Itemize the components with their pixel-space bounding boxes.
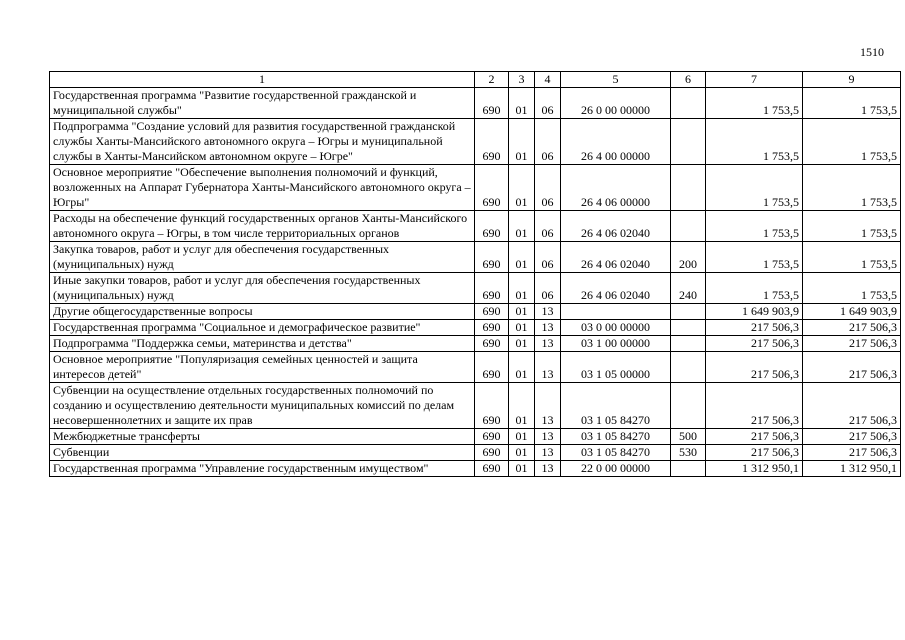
col-header-3: 3 <box>509 72 535 88</box>
row-name: Государственная программа "Развитие государственной гражданской и муниципальной службы" <box>50 88 475 119</box>
row-code-5: 26 4 00 00000 <box>561 119 671 165</box>
row-code-5: 03 1 00 00000 <box>561 336 671 352</box>
row-code-6 <box>671 383 706 429</box>
row-amount-9: 1 753,5 <box>803 165 901 211</box>
row-code-4: 13 <box>535 320 561 336</box>
row-name: Подпрограмма "Создание условий для развития государственной гражданской службы Ханты-Мансийского автономного округа – Югры и муниципальной службы в Ханты-Мансийском автономном округе – Югре" <box>50 119 475 165</box>
row-code-2: 690 <box>475 445 509 461</box>
row-amount-9: 1 753,5 <box>803 211 901 242</box>
row-amount-7: 217 506,3 <box>706 445 803 461</box>
row-code-6 <box>671 165 706 211</box>
row-amount-7: 217 506,3 <box>706 383 803 429</box>
row-code-6 <box>671 304 706 320</box>
row-code-6 <box>671 119 706 165</box>
row-code-2: 690 <box>475 88 509 119</box>
row-name: Подпрограмма "Поддержка семьи, материнства и детства" <box>50 336 475 352</box>
row-code-6: 240 <box>671 273 706 304</box>
col-header-4: 4 <box>535 72 561 88</box>
row-code-3: 01 <box>509 211 535 242</box>
row-amount-9: 1 753,5 <box>803 273 901 304</box>
row-code-6 <box>671 461 706 477</box>
table-row <box>50 320 901 336</box>
row-code-3: 01 <box>509 336 535 352</box>
row-code-3: 01 <box>509 88 535 119</box>
row-code-5: 26 4 06 02040 <box>561 211 671 242</box>
row-code-5: 26 4 06 02040 <box>561 273 671 304</box>
row-code-4: 06 <box>535 273 561 304</box>
row-code-5: 26 4 06 02040 <box>561 242 671 273</box>
row-code-2: 690 <box>475 336 509 352</box>
row-amount-9: 217 506,3 <box>803 445 901 461</box>
row-name: Основное мероприятие "Обеспечение выполнения полномочий и функций, возложенных на Аппарат Губернатора Ханты-Мансийского автономного округа – Югры" <box>50 165 475 211</box>
row-code-4: 13 <box>535 429 561 445</box>
row-code-3: 01 <box>509 461 535 477</box>
row-code-2: 690 <box>475 119 509 165</box>
table-row <box>50 383 901 429</box>
col-header-2: 2 <box>475 72 509 88</box>
row-code-5: 03 1 05 84270 <box>561 429 671 445</box>
row-code-3: 01 <box>509 320 535 336</box>
row-name: Закупка товаров, работ и услуг для обеспечения государственных (муниципальных) нужд <box>50 242 475 273</box>
row-code-5 <box>561 304 671 320</box>
row-amount-7: 1 753,5 <box>706 211 803 242</box>
table-row <box>50 336 901 352</box>
row-code-5: 03 1 05 84270 <box>561 445 671 461</box>
row-amount-7: 1 312 950,1 <box>706 461 803 477</box>
budget-table <box>49 71 901 477</box>
table-row <box>50 273 901 304</box>
row-code-2: 690 <box>475 429 509 445</box>
row-code-6 <box>671 352 706 383</box>
row-code-2: 690 <box>475 352 509 383</box>
row-code-3: 01 <box>509 304 535 320</box>
row-amount-7: 1 753,5 <box>706 88 803 119</box>
row-code-6: 500 <box>671 429 706 445</box>
row-name: Субвенции на осуществление отдельных государственных полномочий по созданию и осуществлению деятельности муниципальных комиссий по делам несовершеннолетних и защите их прав <box>50 383 475 429</box>
row-code-3: 01 <box>509 165 535 211</box>
table-row <box>50 352 901 383</box>
row-code-3: 01 <box>509 429 535 445</box>
row-amount-9: 1 753,5 <box>803 88 901 119</box>
row-amount-7: 217 506,3 <box>706 320 803 336</box>
row-name: Другие общегосударственные вопросы <box>50 304 475 320</box>
row-name: Субвенции <box>50 445 475 461</box>
row-amount-7: 217 506,3 <box>706 336 803 352</box>
row-amount-9: 1 312 950,1 <box>803 461 901 477</box>
row-code-3: 01 <box>509 352 535 383</box>
table-row <box>50 461 901 477</box>
row-amount-7: 1 753,5 <box>706 119 803 165</box>
row-code-4: 13 <box>535 304 561 320</box>
table-row <box>50 242 901 273</box>
row-amount-7: 1 753,5 <box>706 242 803 273</box>
row-code-4: 13 <box>535 336 561 352</box>
col-header-6: 6 <box>671 72 706 88</box>
row-code-2: 690 <box>475 242 509 273</box>
row-code-6: 530 <box>671 445 706 461</box>
row-code-3: 01 <box>509 445 535 461</box>
row-amount-9: 217 506,3 <box>803 352 901 383</box>
row-code-2: 690 <box>475 461 509 477</box>
row-amount-7: 1 753,5 <box>706 165 803 211</box>
table-row <box>50 211 901 242</box>
row-code-5: 26 0 00 00000 <box>561 88 671 119</box>
row-amount-9: 1 649 903,9 <box>803 304 901 320</box>
row-code-4: 06 <box>535 88 561 119</box>
table-row <box>50 165 901 211</box>
table-row <box>50 304 901 320</box>
row-code-5: 03 1 05 00000 <box>561 352 671 383</box>
row-code-3: 01 <box>509 273 535 304</box>
row-code-3: 01 <box>509 119 535 165</box>
col-header-9: 9 <box>803 72 901 88</box>
row-code-3: 01 <box>509 242 535 273</box>
row-code-6 <box>671 336 706 352</box>
row-code-6 <box>671 88 706 119</box>
page-number: 1510 <box>860 45 884 59</box>
col-header-1: 1 <box>50 72 475 88</box>
row-code-5: 03 0 00 00000 <box>561 320 671 336</box>
row-code-6 <box>671 320 706 336</box>
row-code-4: 13 <box>535 461 561 477</box>
row-code-5: 03 1 05 84270 <box>561 383 671 429</box>
row-code-4: 06 <box>535 242 561 273</box>
row-code-4: 06 <box>535 165 561 211</box>
row-amount-9: 217 506,3 <box>803 320 901 336</box>
row-code-5: 22 0 00 00000 <box>561 461 671 477</box>
row-code-2: 690 <box>475 165 509 211</box>
row-code-4: 13 <box>535 352 561 383</box>
table-row <box>50 445 901 461</box>
row-code-4: 06 <box>535 119 561 165</box>
table-row <box>50 119 901 165</box>
row-code-2: 690 <box>475 383 509 429</box>
row-code-2: 690 <box>475 320 509 336</box>
row-code-4: 13 <box>535 445 561 461</box>
row-amount-7: 217 506,3 <box>706 352 803 383</box>
row-code-6 <box>671 211 706 242</box>
row-code-2: 690 <box>475 273 509 304</box>
row-code-5: 26 4 06 00000 <box>561 165 671 211</box>
row-code-6: 200 <box>671 242 706 273</box>
row-name: Иные закупки товаров, работ и услуг для обеспечения государственных (муниципальных) нужд <box>50 273 475 304</box>
table-row <box>50 429 901 445</box>
row-amount-9: 1 753,5 <box>803 119 901 165</box>
row-amount-9: 217 506,3 <box>803 383 901 429</box>
row-name: Государственная программа "Управление государственным имуществом" <box>50 461 475 477</box>
row-amount-9: 217 506,3 <box>803 336 901 352</box>
row-name: Основное мероприятие "Популяризация семейных ценностей и защита интересов детей" <box>50 352 475 383</box>
row-amount-9: 1 753,5 <box>803 242 901 273</box>
row-code-2: 690 <box>475 211 509 242</box>
row-amount-7: 1 649 903,9 <box>706 304 803 320</box>
row-code-2: 690 <box>475 304 509 320</box>
row-amount-7: 1 753,5 <box>706 273 803 304</box>
col-header-5: 5 <box>561 72 671 88</box>
row-name: Государственная программа "Социальное и демографическое развитие" <box>50 320 475 336</box>
header-row <box>50 72 901 88</box>
row-amount-9: 217 506,3 <box>803 429 901 445</box>
row-name: Межбюджетные трансферты <box>50 429 475 445</box>
table-row <box>50 88 901 119</box>
col-header-7: 7 <box>706 72 803 88</box>
row-code-4: 13 <box>535 383 561 429</box>
row-name: Расходы на обеспечение функций государственных органов Ханты-Мансийского автономного округа – Югры, в том числе территориальных органов <box>50 211 475 242</box>
row-amount-7: 217 506,3 <box>706 429 803 445</box>
row-code-4: 06 <box>535 211 561 242</box>
row-code-3: 01 <box>509 383 535 429</box>
